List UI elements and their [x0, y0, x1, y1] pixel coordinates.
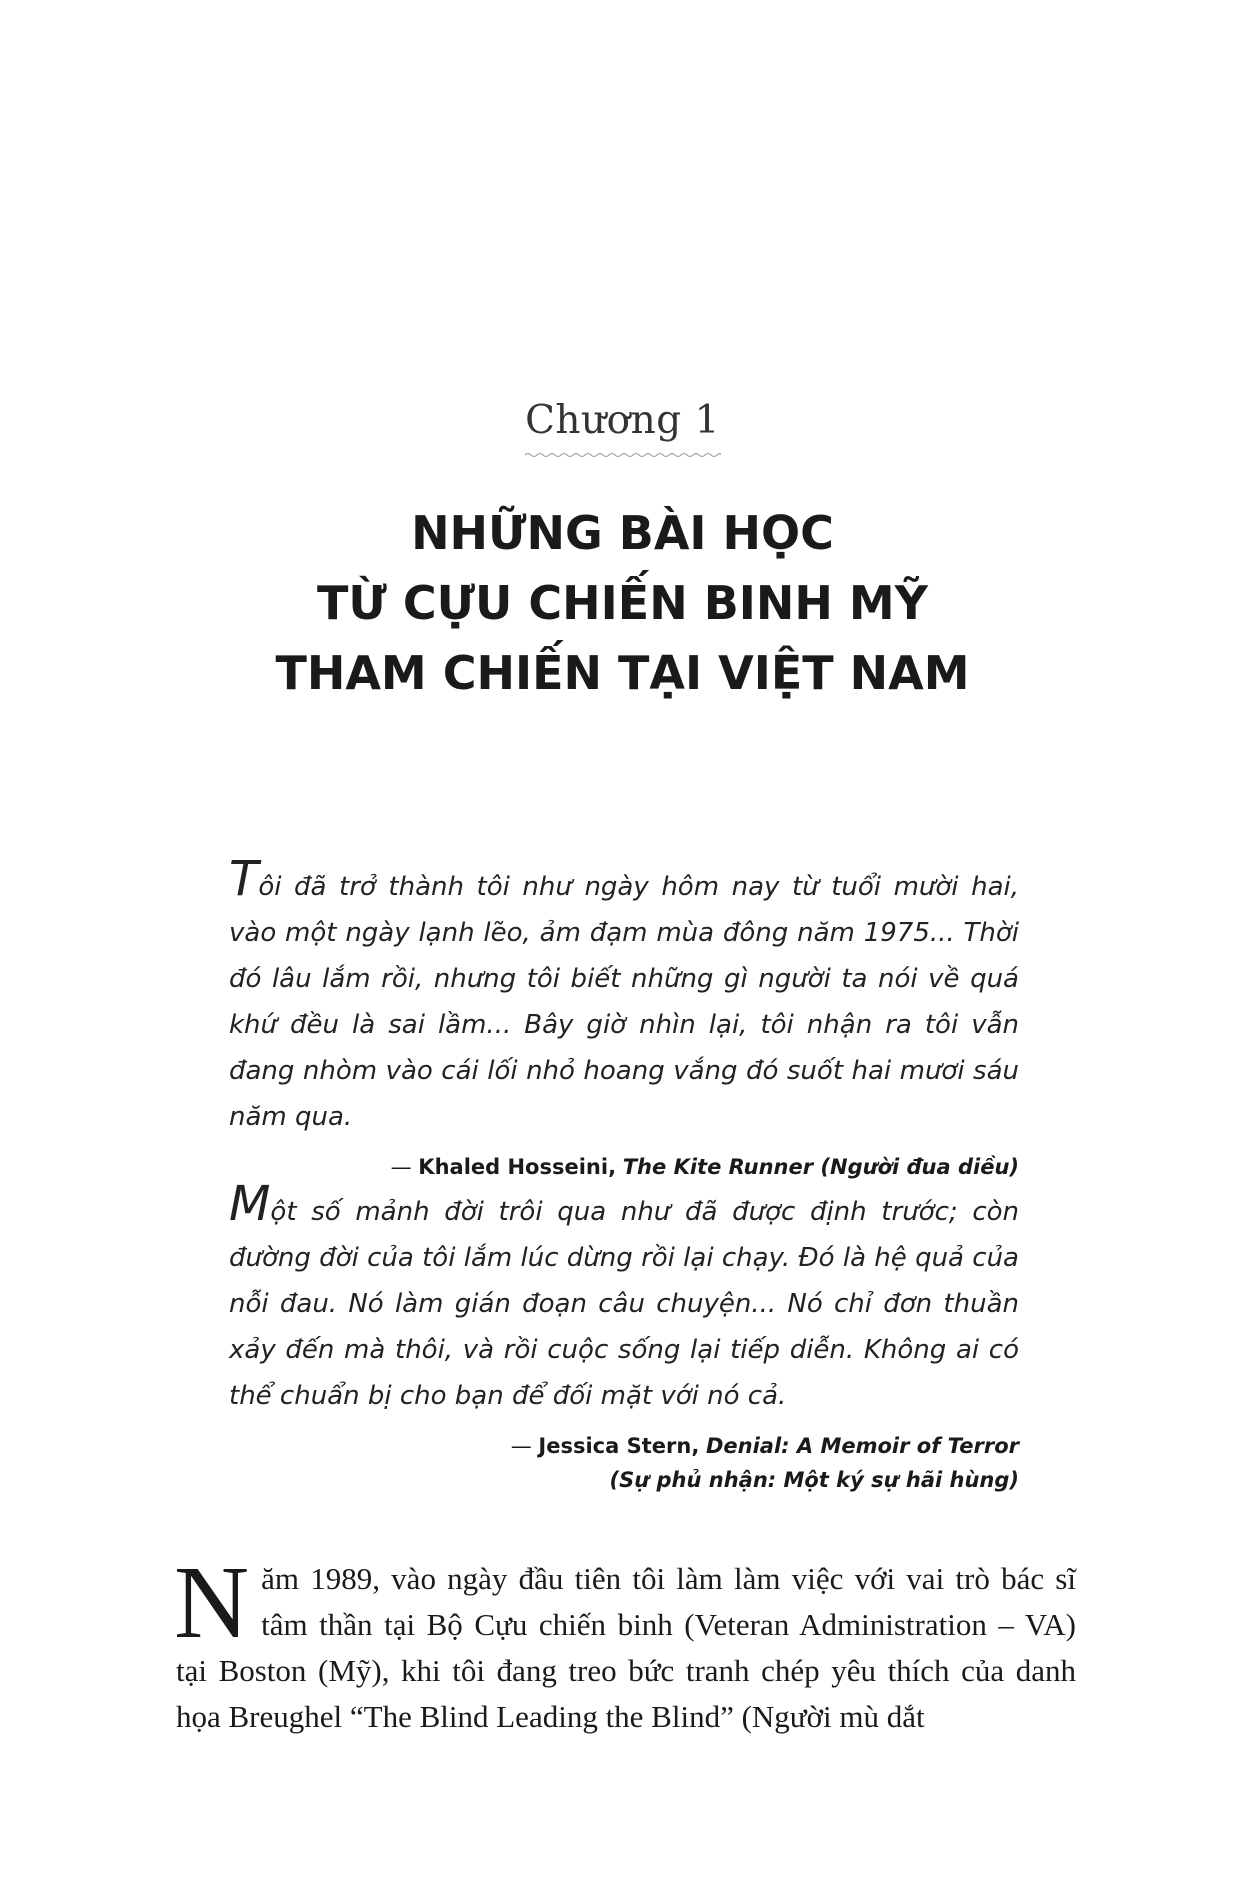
- epigraph-attribution: [229, 1150, 1019, 1184]
- chapter-title: [0, 498, 1245, 708]
- chapter-title-line-2: TỪ CỰU CHIẾN BINH MỸ: [317, 576, 928, 630]
- attribution-work-translation: (Sự phủ nhận: Một ký sự hãi hùng): [609, 1468, 1019, 1492]
- attribution-work: The Kite Runner (Người đua diều): [622, 1155, 1019, 1179]
- chapter-title-line-1: NHỮNG BÀI HỌC: [411, 506, 834, 560]
- epigraph-quote: Tôi đã trở thành tôi như ngày hôm nay từ tuổi mười hai, vào một ngày lạnh lẽo, ảm đạm mùa đông năm 1975... Thời đó lâu lắm rồi, nhưng tôi biết những gì người ta nói về quá khứ đều là sai lầm... Bây giờ nhìn lại, tôi nhận ra tôi vẫn đang nhòm vào cái lối nhỏ hoang vắng đó suốt hai mươi sáu năm qua.: [229, 851, 1019, 1132]
- attribution-author: Jessica Stern,: [538, 1434, 700, 1458]
- epigraph-quote: Một số mảnh đời trôi qua như đã được định trước; còn đường đời của tôi lắm lúc dừng rồi lại chạy. Đó là hệ quả của nỗi đau. Nó làm gián đoạn câu chuyện... Nó chỉ đơn thuần xảy đến mà thôi, và rồi cuộc sống lại tiếp diễn. Không ai có thể chuẩn bị cho bạn để đối mặt với nó cả.: [229, 1176, 1019, 1411]
- body-paragraph-text: ăm 1989, vào ngày đầu tiên tôi làm làm việc với vai trò bác sĩ tâm thần tại Bộ Cựu chiến binh (Veteran Administration – VA) tại Boston (Mỹ), khi tôi đang treo bức tranh chép yêu thích của danh họa Breughel “The Blind Leading the Blind” (Người mù dắt: [176, 1561, 1076, 1734]
- body-paragraph: [174, 1545, 1076, 1740]
- chapter-underline-ornament: [525, 452, 721, 458]
- attribution-work: Denial: A Memoir of Terror: [705, 1434, 1019, 1458]
- chapter-label: Chương 1: [525, 398, 720, 443]
- chapter-title-line-3: THAM CHIẾN TẠI VIỆT NAM: [275, 646, 970, 700]
- attribution-dash: —: [390, 1155, 412, 1179]
- epigraph-1: [229, 851, 1019, 1184]
- epigraph-2: [229, 1176, 1019, 1497]
- epigraph-attribution: [229, 1429, 1019, 1497]
- attribution-author: Khaled Hosseini,: [418, 1155, 617, 1179]
- drop-cap: N: [174, 1545, 250, 1660]
- attribution-dash: —: [510, 1434, 532, 1458]
